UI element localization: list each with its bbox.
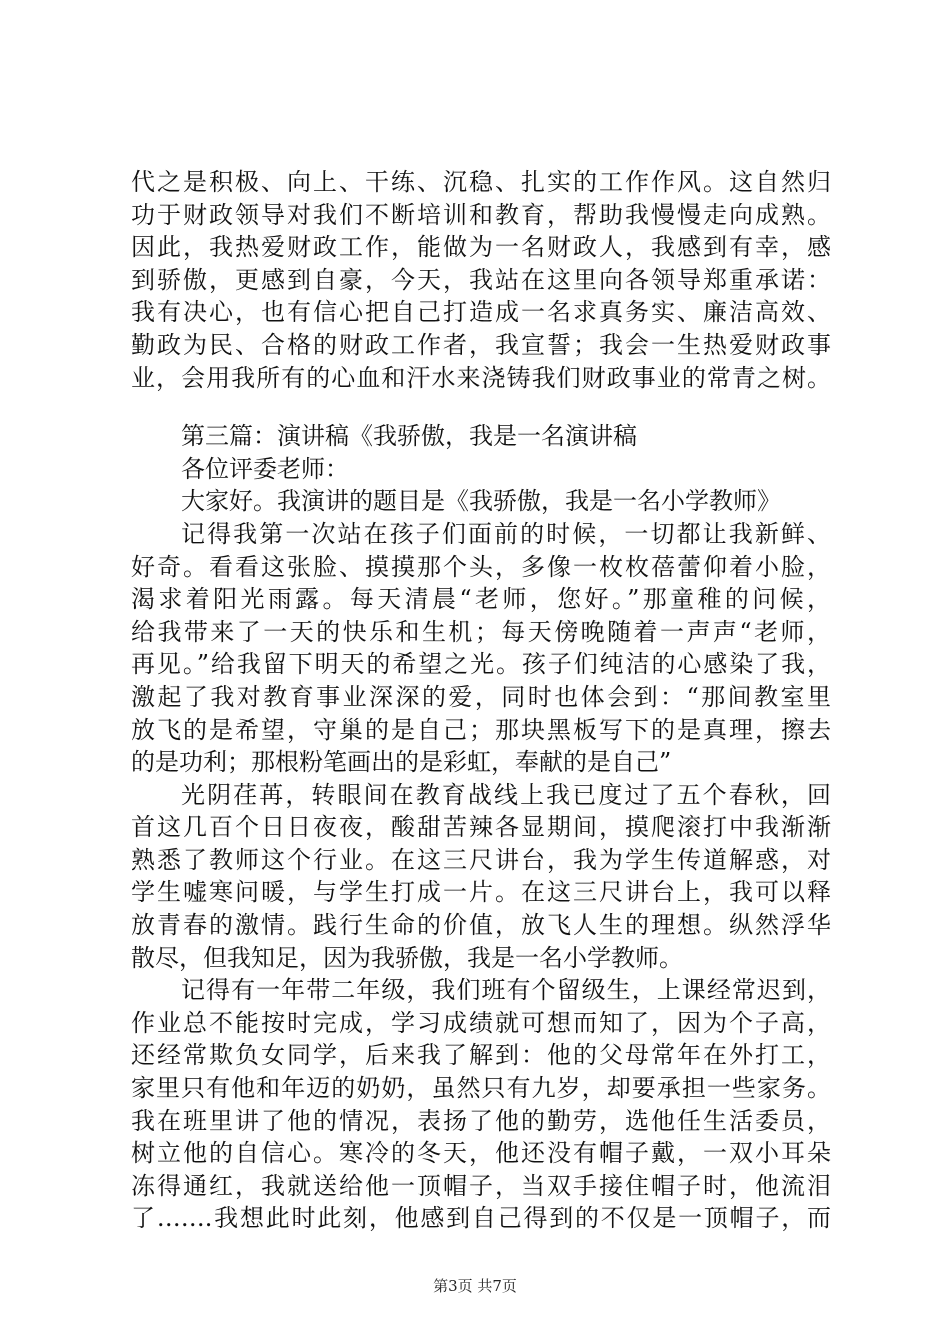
text-line: 了…….我想此时此刻，他感到自己得到的不仅是一顶帽子，而 xyxy=(131,1204,831,1233)
text-line: 作业总不能按时完成，学习成绩就可想而知了，因为个子高， xyxy=(131,1008,831,1037)
text-line: 代之是积极、向上、干练、沉稳、扎实的工作作风。这自然归 xyxy=(131,168,831,196)
paragraph-student-story xyxy=(131,974,831,1235)
text-line: 再见。”给我留下明天的希望之光。孩子们纯洁的心感染了我， xyxy=(131,650,831,679)
text-line: 记得我第一次站在孩子们面前的时候，一切都让我新鲜、 xyxy=(181,519,831,548)
text-line: 因此，我热爱财政工作，能做为一名财政人，我感到有幸，感 xyxy=(131,233,831,262)
paragraph-five-years xyxy=(131,779,831,975)
text-line: 勤政为民、合格的财政工作者，我宣誓；我会一生热爱财政事 xyxy=(131,330,831,359)
text-line: 光阴荏苒，转眼间在教育战线上我已度过了五个春秋，回 xyxy=(181,780,831,809)
text-line: 冻得通红，我就送给他一顶帽子，当双手接住帽子时，他流泪 xyxy=(131,1171,831,1200)
salutation: 各位评委老师： xyxy=(181,454,349,483)
paragraph-first-day xyxy=(131,518,831,779)
text-line: 还经常欺负女同学，后来我了解到：他的父母常年在外打工， xyxy=(131,1041,831,1070)
paragraph-gap xyxy=(131,394,831,420)
text-line: 激起了我对教育事业深深的爱，同时也体会到：“那间教室里 xyxy=(131,682,831,711)
text-line: 放青春的激情。践行生命的价值，放飞人生的理想。纵然浮华 xyxy=(131,911,831,940)
text-line: 首这几百个日日夜夜，酸甜苦辣各显期间，摸爬滚打中我渐渐 xyxy=(131,813,831,842)
document-body xyxy=(131,166,831,1235)
text-line: 功于财政领导对我们不断培训和教育，帮助我慢慢走向成熟。 xyxy=(131,200,831,229)
text-line: 的是功利；那根粉笔画出的是彩虹，奉献的是自己” xyxy=(131,748,672,777)
text-line: 给我带来了一天的快乐和生机；每天傍晚随着一声声“老师， xyxy=(131,617,831,646)
paragraph-continued xyxy=(131,166,831,394)
text-line: 放飞的是希望，守巢的是自己；那块黑板写下的是真理，擦去 xyxy=(131,715,831,744)
text-line: 熟悉了教师这个行业。在这三尺讲台，我为学生传道解惑，对 xyxy=(131,845,831,874)
text-line: 好奇。看看这张脸、摸摸那个头，多像一枚枚蓓蕾仰着小脸， xyxy=(131,552,831,581)
text-line: 到骄傲，更感到自豪，今天，我站在这里向各领导郑重承诺： xyxy=(131,265,831,294)
text-line: 散尽，但我知足，因为我骄傲，我是一名小学教师。 xyxy=(131,943,683,972)
text-line: 学生嘘寒问暖，与学生打成一片。在这三尺讲台上，我可以释 xyxy=(131,878,831,907)
text-line: 我有决心，也有信心把自己打造成一名求真务实、廉洁高效、 xyxy=(131,298,831,327)
text-line: 记得有一年带二年级，我们班有个留级生，上课经常迟到， xyxy=(181,976,831,1005)
section-heading: 第三篇：演讲稿《我骄傲，我是一名演讲稿 xyxy=(181,422,637,451)
text-line: 业，会用我所有的心血和汗水来浇铸我们财政事业的常青之树。 xyxy=(131,363,831,392)
page-number-footer: 第3页 共7页 xyxy=(433,1277,517,1295)
text-line: 家里只有他和年迈的奶奶，虽然只有九岁，却要承担一些家务。 xyxy=(131,1074,831,1103)
text-line: 渴求着阳光雨露。每天清晨“老师，您好。”那童稚的问候， xyxy=(131,585,831,614)
text-line: 我在班里讲了他的情况，表扬了他的勤劳，选他任生活委员， xyxy=(131,1106,831,1135)
greeting: 大家好。我演讲的题目是《我骄傲，我是一名小学教师》 xyxy=(181,487,781,516)
text-line: 树立他的自信心。寒冷的冬天，他还没有帽子戴，一双小耳朵 xyxy=(131,1139,831,1168)
